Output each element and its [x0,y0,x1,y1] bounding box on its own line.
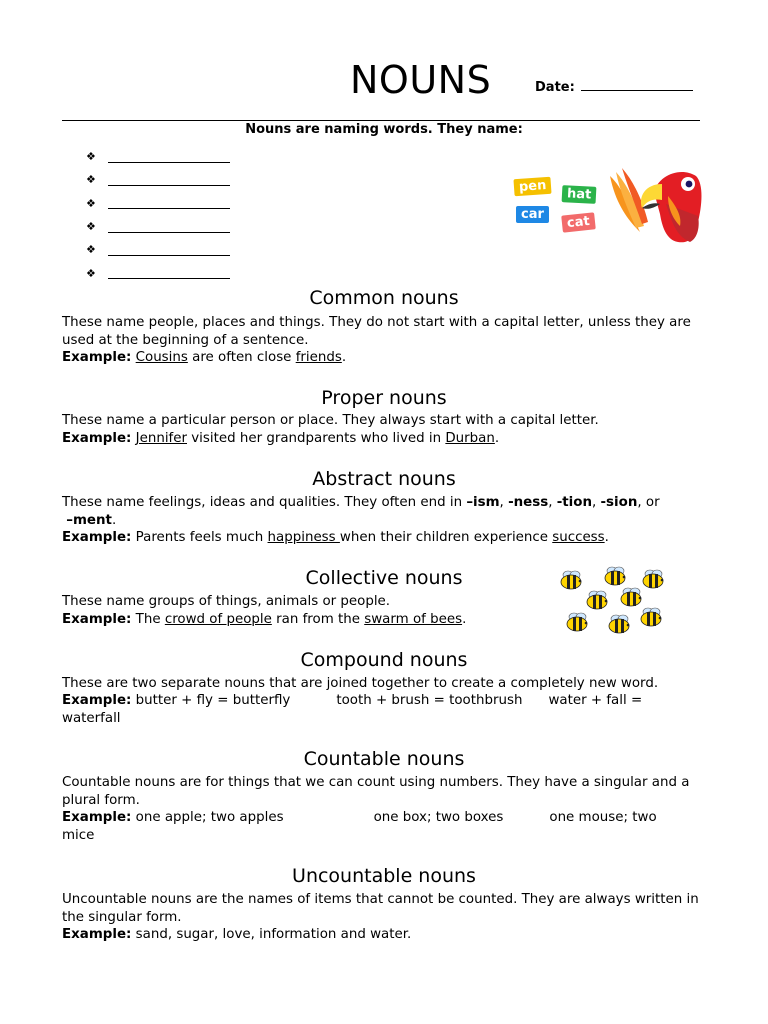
word-card-cat: cat [561,212,595,232]
word-card-car: car [516,206,549,223]
header-divider [62,120,700,121]
separator: , [499,495,509,510]
separator: , [548,495,557,510]
example-word: Jennifer [135,431,187,446]
section-heading-proper: Proper nouns [321,387,447,409]
example-text: tooth + brush = toothbrush [336,693,523,708]
example-text: sand, sugar, love, information and water. [135,927,412,942]
abstract-description [62,494,712,530]
example-label: Example: [62,927,132,942]
list-item [86,261,230,284]
example-label: Example: [62,431,132,446]
countable-example [62,809,712,845]
example-text: waterfall [62,711,121,726]
page-title: NOUNS [350,58,492,102]
countable-description: Countable nouns are for things that we can count using numbers. They have a singular and a plural form. [62,775,690,808]
bullet-mark-icon: ❖ [86,196,96,210]
proper-description: These name a particular person or place. They always start with a capital letter. [62,413,599,428]
compound-description: These are two separate nouns that are joined together to create a completely new word. [62,676,659,691]
common-example [62,349,712,367]
section-heading-collective: Collective nouns [305,567,463,589]
example-label: Example: [62,810,132,825]
example-word: Durban [445,431,495,446]
date-blank-line[interactable] [581,80,693,91]
example-label: Example: [62,350,132,365]
bullet-mark-icon: ❖ [86,243,96,257]
date-label: Date: [535,80,575,95]
example-label: Example: [62,612,132,627]
word-card-pen: pen [513,177,551,197]
example-label: Example: [62,693,132,708]
example-text: water + fall = [548,693,643,708]
section-heading-abstract: Abstract nouns [312,468,456,490]
intro-text: Nouns are naming words. They name: [245,122,523,137]
example-word: crowd of people [164,612,272,627]
suffix: -sion [600,495,638,510]
suffix: –ment [66,513,112,528]
common-description: These name people, places and things. They do not start with a capital letter, unless they are used at the beginning of a sentence. [62,315,691,348]
bullet-mark-icon: ❖ [86,220,96,234]
date-field [535,80,693,95]
bullet-list [86,145,230,285]
example-word: Cousins [135,350,188,365]
example-word: happiness [267,530,340,545]
answer-blank-line[interactable] [108,151,230,163]
bullet-mark-icon: ❖ [86,173,96,187]
collective-description: These name groups of things, animals or people. [62,594,391,609]
word-cards-image [512,172,612,244]
example-text: Parents feels much [135,530,268,545]
example-text: . [604,530,609,545]
uncountable-description: Uncountable nouns are the names of items that cannot be counted. They are always written in the singular form. [62,892,699,925]
section-heading-compound: Compound nouns [300,649,468,671]
list-item [86,215,230,238]
example-text: ran from the [271,612,365,627]
example-text: . [462,612,467,627]
example-word: swarm of bees [364,612,463,627]
suffix: –ism [466,495,500,510]
proper-example [62,430,712,448]
list-item [86,238,230,261]
separator: . [111,513,117,528]
suffix: -ness [508,495,549,510]
example-label: Example: [62,530,132,545]
example-text: butter + fly = butterfly [135,693,291,708]
bees-icon [555,566,675,642]
description-text: These name feelings, ideas and qualities. They often end in [62,495,467,510]
separator: , or [637,495,660,510]
example-word: friends [295,350,342,365]
example-text: visited her grandparents who lived in [187,431,446,446]
answer-blank-line[interactable] [108,221,230,233]
separator: , [591,495,601,510]
example-text: are often close [187,350,296,365]
bullet-mark-icon: ❖ [86,150,96,164]
list-item [86,192,230,215]
example-text: one mouse; two [549,810,657,825]
example-text: . [341,350,347,365]
example-text: when their children experience [339,530,553,545]
answer-blank-line[interactable] [108,267,230,279]
example-word: success [552,530,605,545]
compound-example [62,692,712,728]
section-heading-uncountable: Uncountable nouns [292,865,476,887]
bullet-mark-icon: ❖ [86,266,96,280]
parrot-icon [606,166,706,246]
abstract-example [62,529,712,547]
example-text: The [135,612,165,627]
answer-blank-line[interactable] [108,197,230,209]
section-heading-countable: Countable nouns [303,748,465,770]
suffix: -tion [556,495,592,510]
list-item [86,168,230,191]
word-card-hat: hat [562,185,597,204]
example-text: one apple; two apples [135,810,284,825]
section-heading-common: Common nouns [309,287,459,309]
answer-blank-line[interactable] [108,174,230,186]
list-item [86,145,230,168]
answer-blank-line[interactable] [108,244,230,256]
example-text: one box; two boxes [373,810,504,825]
example-text: mice [62,828,95,843]
uncountable-example [62,926,712,944]
example-text: . [494,431,500,446]
